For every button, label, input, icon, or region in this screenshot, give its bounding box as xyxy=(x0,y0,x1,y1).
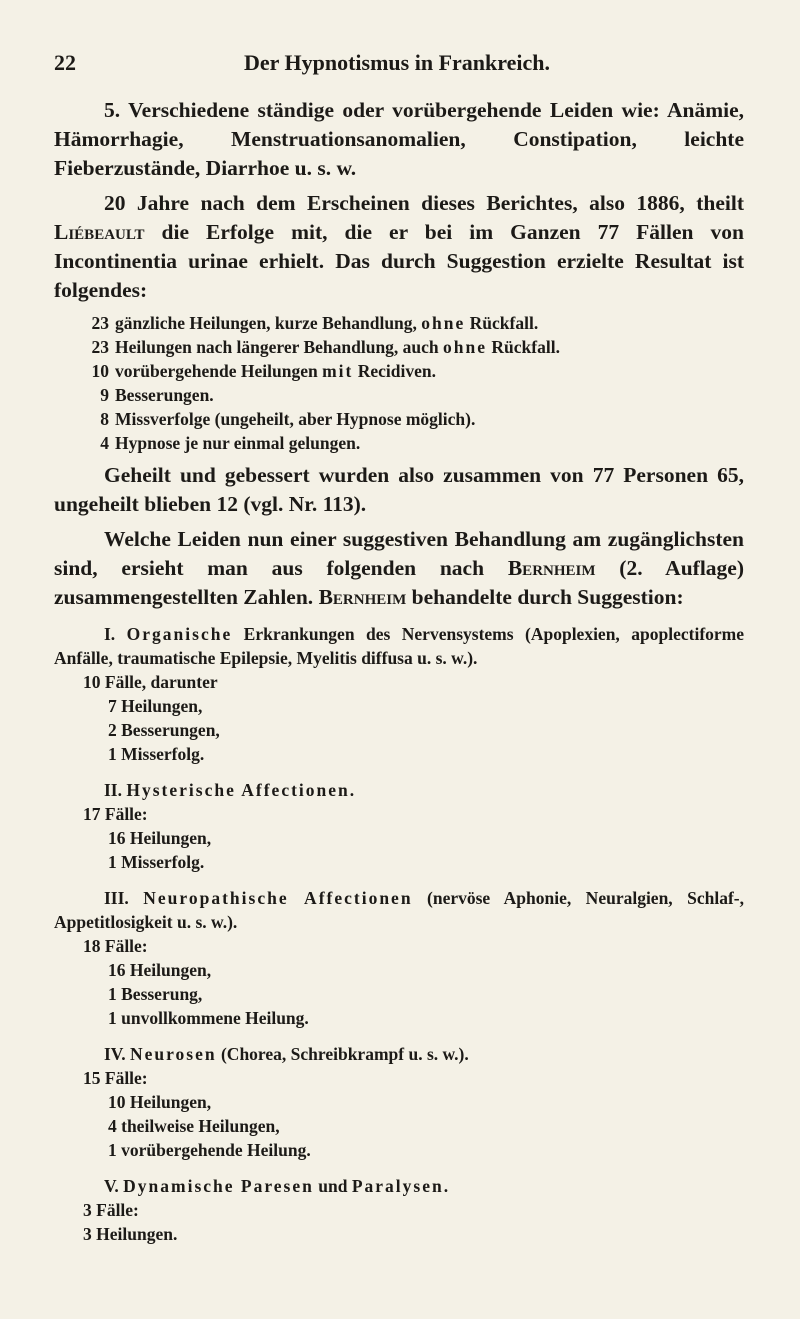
section-paralysis xyxy=(54,1174,744,1246)
section-item: 16 Heilungen, xyxy=(108,828,212,848)
result-row: 23 Heilungen nach längerer Behandlung, auch ohne Rückfall. xyxy=(91,337,560,357)
section-item: 1 Misserfolg. xyxy=(108,852,205,872)
author-name: Bernheim xyxy=(507,556,596,580)
section-heading: V. Dynamische Paresen und Paralysen. xyxy=(104,1176,451,1196)
section-heading: IV. Neurosen (Chorea, Schreibkrampf u. s. w.). xyxy=(104,1044,469,1064)
section-item: 1 Besserung, xyxy=(108,984,203,1004)
section-item: 4 theilweise Heilungen, xyxy=(108,1116,280,1136)
section-item: 7 Heilungen, xyxy=(108,696,203,716)
section-heading: III. Neuropathische Affectionen (nervöse Aphonie, Neuralgien, Schlaf-, Appetitlosigkeit u. s. w.). xyxy=(54,888,744,932)
section-neuropathic xyxy=(54,886,744,1030)
author-name: Liébeault xyxy=(54,220,145,244)
paragraph-item-5: 5. Verschiedene ständige oder vorübergehende Leiden wie: Anämie, Hämorrhagie, Menstruationsanomalien, Constipation, leichte Fieberzustände, Diarrhoe u. s. w. xyxy=(54,98,744,180)
result-row: 10 vorübergehende Heilungen mit Recidiven. xyxy=(91,361,437,381)
section-organic xyxy=(54,622,744,766)
section-total: 10 Fälle, darunter xyxy=(83,672,218,692)
page-body xyxy=(54,96,744,1246)
author-name: Bernheim xyxy=(318,585,407,609)
result-row: 23 gänzliche Heilungen, kurze Behandlung, ohne Rückfall. xyxy=(91,313,539,333)
section-neuroses xyxy=(54,1042,744,1162)
page-number: 22 xyxy=(54,50,76,75)
section-heading: II. Hysterische Affectionen. xyxy=(104,780,357,800)
section-item: 16 Heilungen, xyxy=(108,960,212,980)
paragraph-summary: Geheilt und gebessert wurden also zusammen von 77 Personen 65, ungeheilt blieben 12 (vgl. Nr. 113). xyxy=(54,463,744,516)
section-total: 18 Fälle: xyxy=(83,936,148,956)
result-row: 4 Hypnose je nur einmal gelungen. xyxy=(100,433,361,453)
paragraph-bernheim: Welche Leiden nun einer suggestiven Behandlung am zugänglichsten sind, ersieht man aus folgenden nach Bernheim (2. Auflage) zusammengestellten Zahlen. Bernheim behandelte durch Suggestion: xyxy=(54,527,744,609)
result-row: 8 Missverfolge (ungeheilt, aber Hypnose möglich). xyxy=(100,409,476,429)
section-item: 3 Heilungen. xyxy=(83,1224,178,1244)
page-header xyxy=(54,50,740,80)
section-item: 1 Misserfolg. xyxy=(108,744,205,764)
section-item: 10 Heilungen, xyxy=(108,1092,212,1112)
running-title: Der Hypnotismus in Frankreich. xyxy=(244,50,550,75)
result-row: 9 Besserungen. xyxy=(100,385,214,405)
section-total: 3 Fälle: xyxy=(83,1200,139,1220)
section-item: 1 vorübergehende Heilung. xyxy=(108,1140,311,1160)
section-hysteria xyxy=(54,778,744,874)
section-total: 15 Fälle: xyxy=(83,1068,148,1088)
section-item: 1 unvollkommene Heilung. xyxy=(108,1008,309,1028)
section-total: 17 Fälle: xyxy=(83,804,148,824)
paragraph-liebeault: 20 Jahre nach dem Erscheinen dieses Berichtes, also 1886, theilt Liébeault die Erfolge mit, die er bei im Ganzen 77 Fällen von Incontinentia urinae erhielt. Das durch Suggestion erzielte Resultat ist folgendes: xyxy=(54,191,744,302)
section-item: 2 Besserungen, xyxy=(108,720,220,740)
section-heading: I. Organische Erkrankungen des Nervensystems (Apoplexien, apoplectiforme Anfälle, traumatische Epilepsie, Myelitis diffusa u. s. w.). xyxy=(54,624,745,668)
results-list xyxy=(54,311,744,455)
